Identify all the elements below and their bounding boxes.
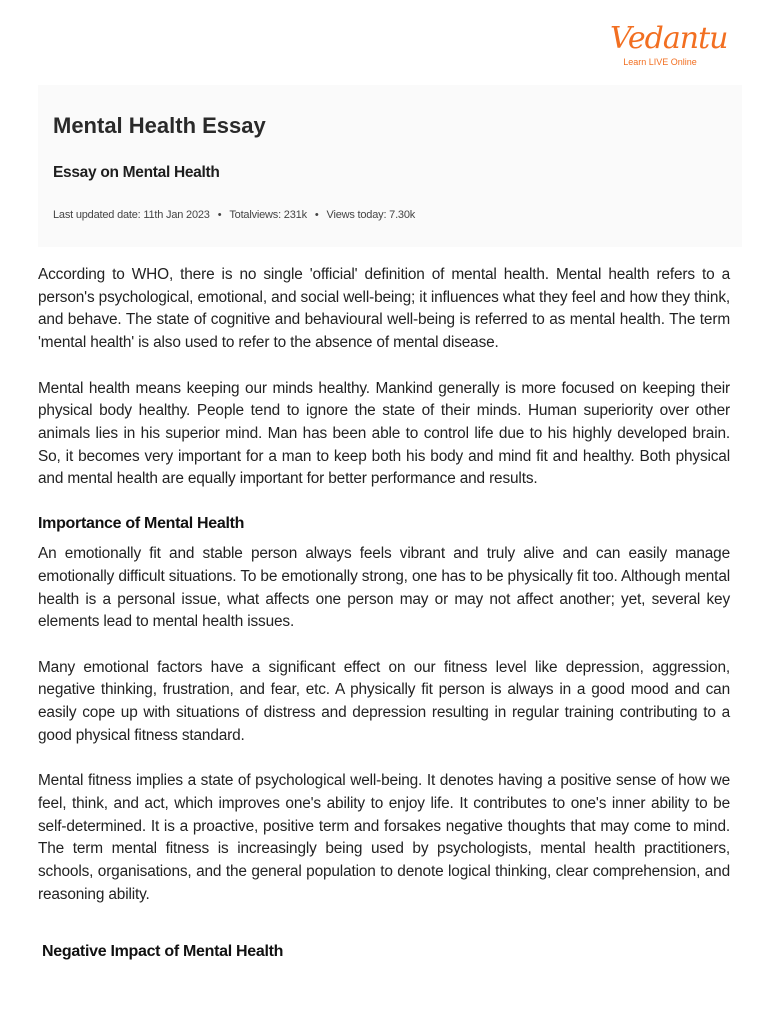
article-meta bbox=[53, 209, 415, 221]
section-heading-negative-impact: Negative Impact of Mental Health bbox=[42, 943, 284, 961]
paragraph: According to WHO, there is no single 'official' definition of mental health. Mental health refers to a person's psychological, emotional, and social well-being; it influences what they feel and how they think, and behave. The state of cognitive and behavioural well-being is referred to as mental health. The term 'mental health' is also used to refer to the absence of mental disease. bbox=[38, 266, 730, 352]
page-subtitle: Essay on Mental Health bbox=[53, 164, 220, 181]
total-views: Totalviews: 231k bbox=[229, 209, 307, 221]
logo-wordmark: Vedantu bbox=[610, 21, 728, 56]
logo-tagline: Learn LIVE Online bbox=[623, 57, 697, 67]
last-updated: Last updated date: 11th Jan 2023 bbox=[53, 209, 210, 221]
separator: • bbox=[314, 209, 319, 221]
paragraph: Mental health means keeping our minds healthy. Mankind generally is more focused on keeping their physical body healthy. People tend to ignore the state of their minds. Human superiority over other animals lies in his superior mind. Man has been able to control life due to his highly developed brain. So, it becomes very important for a man to keep both his body and mind fit and healthy. Both physical and mental health are equally important for better performance and results. bbox=[38, 379, 730, 488]
vedantu-logo[interactable] bbox=[610, 21, 728, 67]
paragraph: An emotionally fit and stable person always feels vibrant and truly alive and can easily manage emotionally difficult situations. To be emotionally strong, one has to be physically fit too. Although mental health is a personal issue, what affects one person may or may not affect another; yet, several key elements lead to mental health issues. bbox=[38, 545, 730, 631]
paragraph: Mental fitness implies a state of psychological well-being. It denotes having a positive sense of how we feel, think, and act, which improves one's ability to enjoy life. It contributes to one's inner ability to be self-determined. It is a proactive, positive term and forsakes negative thoughts that may come to mind. The term mental fitness is increasingly being used by psychologists, mental health practitioners, schools, organisations, and the general population to denote logical thinking, clear comprehension, and reasoning ability. bbox=[38, 772, 730, 903]
page-title: Mental Health Essay bbox=[53, 113, 266, 138]
article-body bbox=[38, 264, 730, 963]
paragraph: Many emotional factors have a significant effect on our fitness level like depression, aggression, negative thinking, frustration, and fear, etc. A physically fit person is always in a good mood and can easily cope up with situations of distress and depression resulting in regular training contributing to a good physical fitness standard. bbox=[38, 658, 730, 744]
views-today: Views today: 7.30k bbox=[326, 209, 416, 221]
separator: • bbox=[217, 209, 222, 221]
article-header bbox=[38, 85, 742, 247]
section-heading-importance: Importance of Mental Health bbox=[38, 515, 245, 533]
